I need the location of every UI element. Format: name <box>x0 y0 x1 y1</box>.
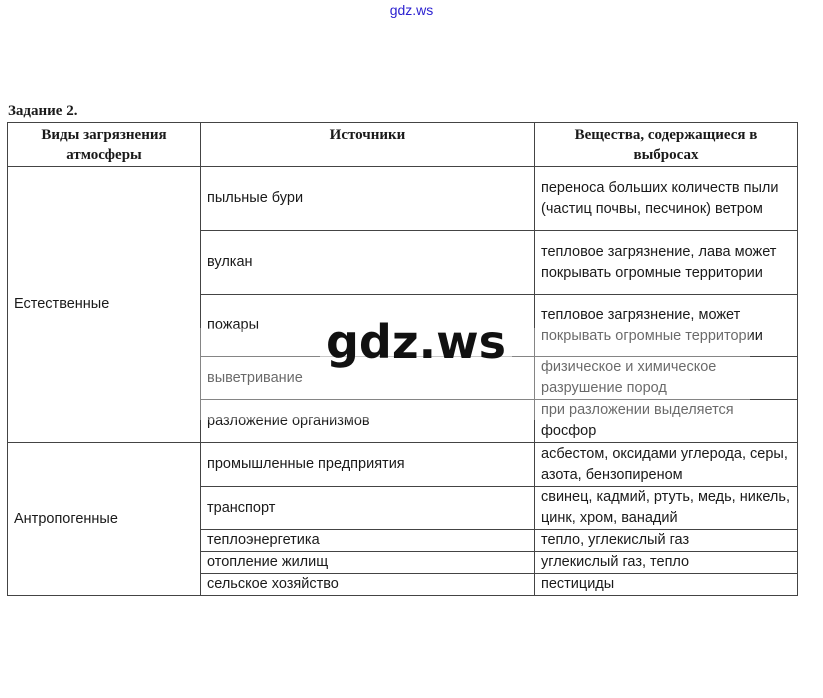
substances-cell: тепло, углекислый газ <box>535 530 798 552</box>
substances-cell: пестициды <box>535 574 798 596</box>
substances-cell: при разложении выделяется фосфор <box>535 400 798 443</box>
substances-cell: свинец, кадмий, ртуть, медь, никель, цинк, хром, ванадий <box>535 487 798 530</box>
source-cell: пыльные бури <box>201 167 535 231</box>
substances-cell: переноса больших количеств пыли (частиц почвы, песчинок) ветром <box>535 167 798 231</box>
substances-cell: асбестом, оксидами углерода, серы, азота, бензопиреном <box>535 443 798 487</box>
substances-cell: физическое и химическое разрушение пород <box>535 357 798 400</box>
table-row <box>8 167 798 231</box>
pollution-type-natural: Естественные <box>8 167 201 443</box>
source-cell: теплоэнергетика <box>201 530 535 552</box>
source-cell: промышленные предприятия <box>201 443 535 487</box>
header-pollution-type: Виды загрязнения атмосферы <box>8 123 201 167</box>
source-cell: сельское хозяйство <box>201 574 535 596</box>
pollution-type-anthropogenic: Антропогенные <box>8 443 201 596</box>
top-watermark: gdz.ws <box>389 2 434 18</box>
substances-cell: углекислый газ, тепло <box>535 552 798 574</box>
source-cell: разложение организмов <box>201 400 535 443</box>
source-cell: вулкан <box>201 231 535 295</box>
center-watermark: gdz.ws <box>320 312 512 372</box>
table-row <box>8 443 798 487</box>
source-cell: отопление жилищ <box>201 552 535 574</box>
source-cell: выветривание <box>201 357 535 400</box>
source-cell: транспорт <box>201 487 535 530</box>
task-title: Задание 2. <box>8 103 78 119</box>
substances-cell: тепловое загрязнение, может покрывать огромные территории <box>535 295 798 357</box>
header-substances: Вещества, содержащиеся в выбросах <box>535 123 798 167</box>
header-sources: Источники <box>201 123 535 167</box>
substances-cell: тепловое загрязнение, лава может покрывать огромные территории <box>535 231 798 295</box>
source-cell: пожары <box>201 295 535 357</box>
